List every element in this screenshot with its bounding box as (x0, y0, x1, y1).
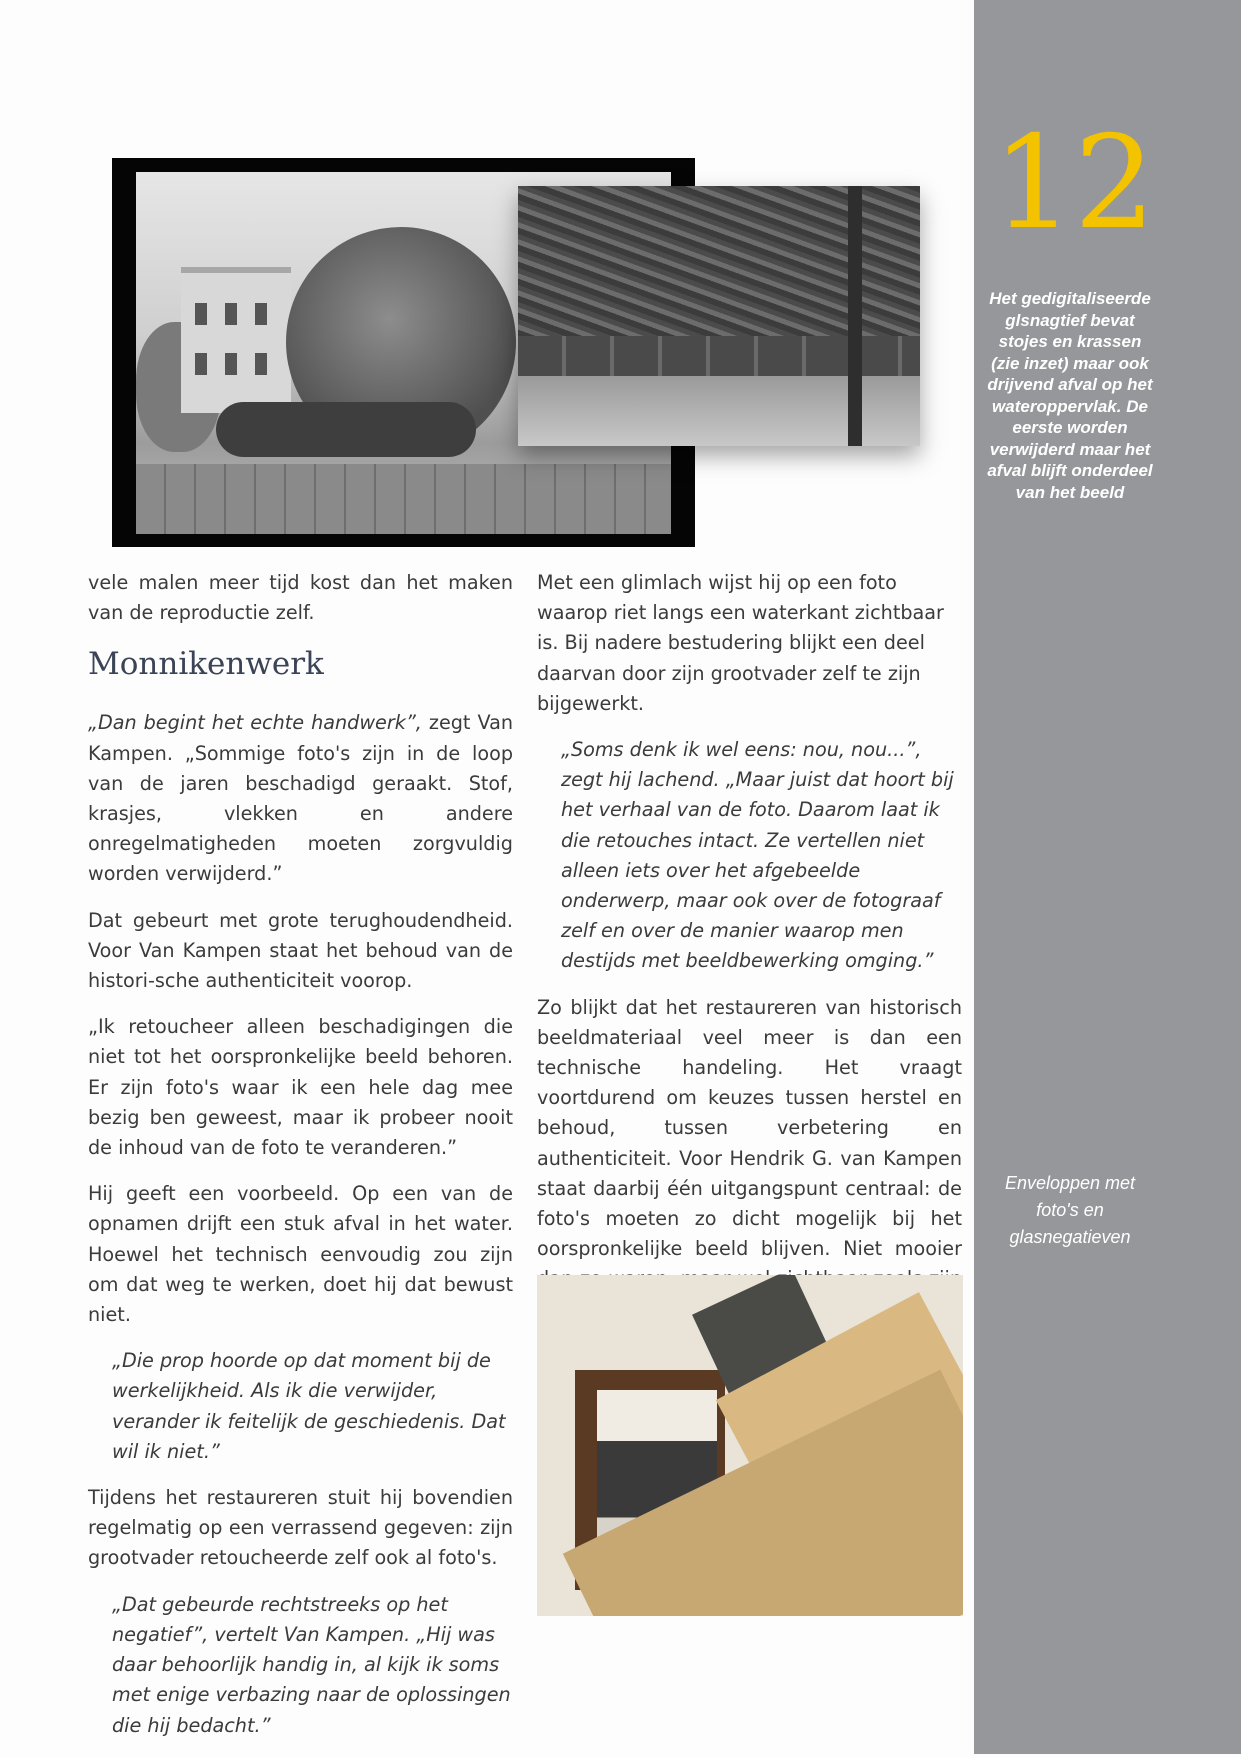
paragraph: „Ik retoucheer alleen beschadigingen die niet tot het oorspronkelijke beeld behoren. Er zijn foto's waar ik een hele dag mee bezig ben geweest, maar ik probeer nooit de inhoud van de foto te veranderen.” (88, 1015, 513, 1160)
paragraph: vele malen meer tijd kost dan het maken van de reproductie zelf. (88, 571, 513, 625)
block-quote: „Soms denk ik wel eens: nou, nou...”, zegt hij lachend. „Maar juist dat hoort bij het verhaal van de foto. Daarom laat ik die retouches intact. Ze vertellen niet alleen iets over het afgebeelde onderwerp, maar ook over de fotograaf zelf en over de manier waarop men destijds met beeldbewerking omging.” (561, 738, 954, 973)
photo-caption-negative: Het gedigitaliseerde glsnagtief bevat stojes en krassen (zie inzet) maar ook drijvend afval op het wateroppervlak. De eerste worden verwijderd maar het afval blijft onderdeel van het beeld (987, 289, 1153, 502)
article-column-left (88, 568, 513, 1757)
photo-caption-envelopes: Enveloppen met foto's en glasnegatieven (1004, 1173, 1136, 1247)
article-column-right (537, 568, 962, 1341)
paragraph: Hij geeft een voorbeeld. Op een van de opnamen drijft een stuk afval in het water. Hoewel het technisch eenvoudig zou zijn om dat weg te werken, doet hij dat bewust niet. (88, 1182, 513, 1327)
inset-post (848, 186, 862, 446)
page-number: 12 (992, 109, 1156, 258)
paragraph: Dat gebeurt met grote terughoudendheid. Voor Van Kampen staat het behoud van de histori-sche authenticiteit voorop. (88, 908, 513, 993)
paragraph (88, 708, 513, 889)
block-quote: „Die prop hoorde op dat moment bij de werkelijkheid. Als ik die verwijder, verander ik feitelijk de geschiedenis. Dat wil ik niet.” (112, 1349, 506, 1463)
photo-house (181, 267, 291, 413)
section-heading: Monnikenwerk (88, 646, 324, 683)
paragraph: Zo blijkt dat het restaureren van historisch beeldmateriaal veel meer is dan een technische handeling. Het vraagt voortdurend om keuzes tussen herstel en behoud, tussen verbetering en authenticiteit. Voor Hendrik G. van Kampen staat daarbij één uitgangspunt centraal: de foto's moeten zo dicht mogelijk bij het oorspronkelijke beeld blijven. Niet mooier (537, 995, 962, 1261)
block-quote: „Dat gebeurde rechtstreeks op het negatief”, vertelt Van Kampen. „Hij was daar behoorlijk handig in, al kijk ik soms met enige verbazing naar de oplossingen die hij bedacht.” (112, 1592, 511, 1737)
paragraph-text: zegt Van Kampen. „Sommige foto's zijn in de loop van de jaren beschadigd geraakt. Stof, krasjes, vlekken en andere onregelmatigheden moeten zorgvuldig worden verwijderd.” (88, 711, 513, 886)
paragraph: Met een glimlach wijst hij op een foto waarop riet langs een waterkant zichtbaar is. Bij nadere bestudering blijkt een deel daarvan door zijn grootvader zelf te zijn bijgewerkt. (537, 571, 944, 715)
envelopes-photo (537, 1275, 963, 1616)
sidebar (974, 0, 1241, 1754)
photo-quay (136, 464, 671, 534)
paragraph: Tijdens het restaureren stuit hij bovendien regelmatig op een verrassend gegeven: zijn grootvader retoucheerde zelf ook al foto's. (88, 1486, 513, 1570)
inline-quote: „Dan begint het echte handwerk”, (88, 711, 422, 735)
inset-detail-photo (518, 186, 920, 446)
photo-garden (216, 402, 476, 457)
